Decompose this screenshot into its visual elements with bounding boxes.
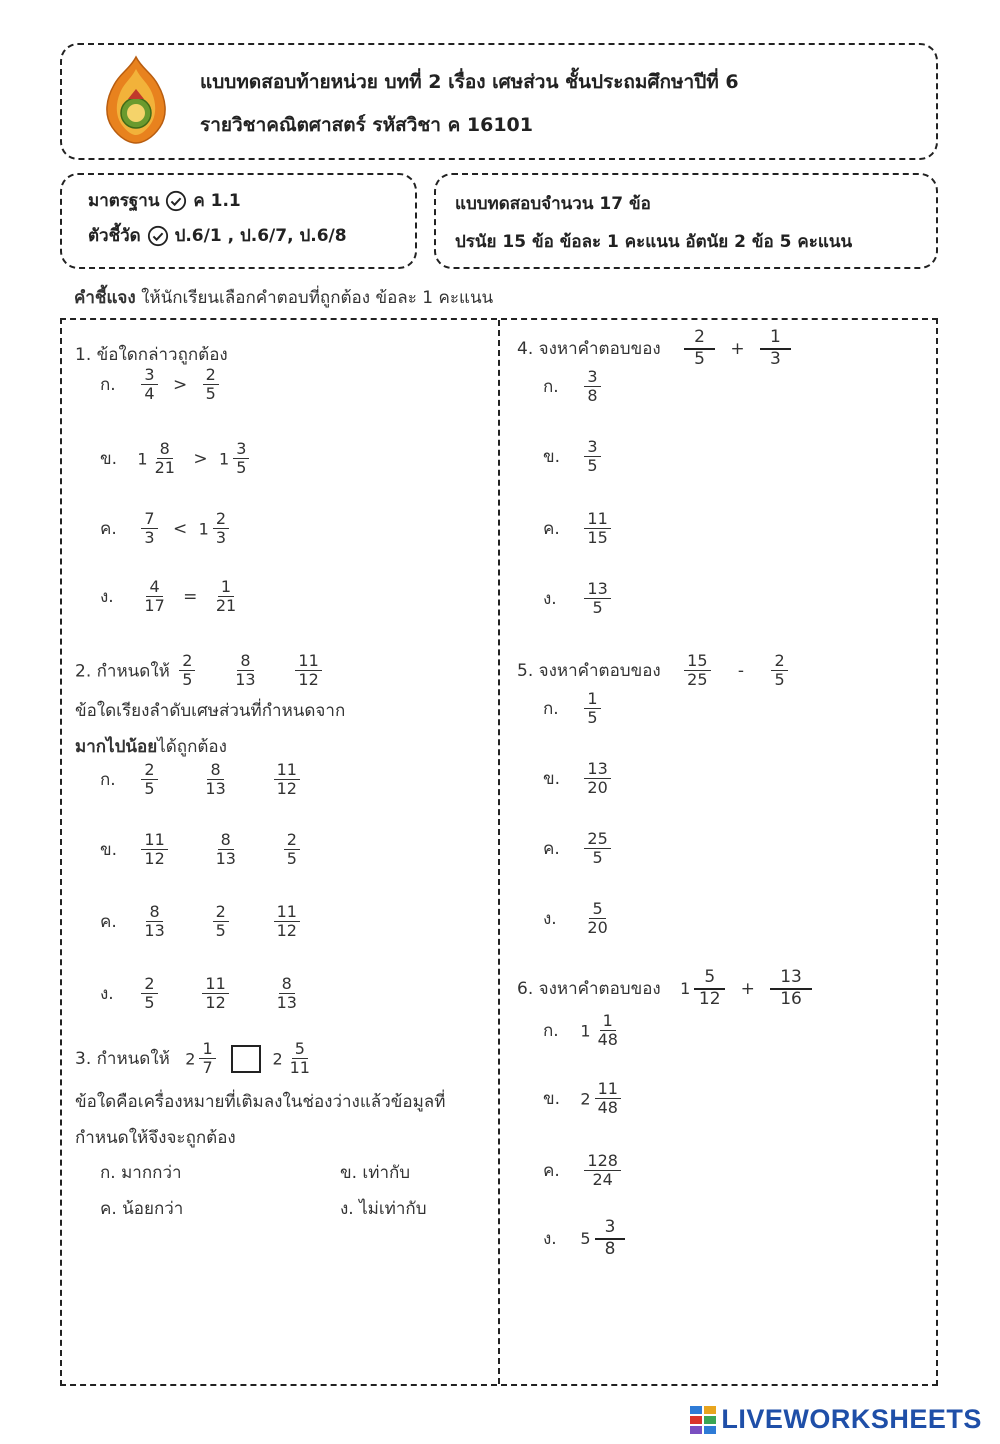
- q5-choice-c[interactable]: ค. $\frac{25}{5}$: [543, 830, 615, 868]
- q4-choice-a[interactable]: ก. $\frac{3}{8}$: [543, 368, 605, 406]
- q2-line3: มากไปน้อยได้ถูกต้อง: [75, 737, 227, 757]
- q6-choice-c[interactable]: ค. $\frac{128}{24}$: [543, 1152, 625, 1190]
- q3-choice-a[interactable]: ก. มากกว่า: [100, 1163, 182, 1183]
- liveworksheets-logo[interactable]: [690, 1404, 982, 1435]
- q1-choice-b[interactable]: ข. 1 $\frac{8}{21}$ > 1 $\frac{3}{5}$: [100, 440, 253, 478]
- q2-choice-c[interactable]: ค. $\frac{8}{13}$ $\frac{2}{5}$ $\frac{11}{12}$: [100, 903, 304, 941]
- indicator-value: ป.6/1 , ป.6/7, ป.6/8: [174, 226, 347, 246]
- test-scoring: ปรนัย 15 ข้อ ข้อละ 1 คะแนน อัตนัย 2 ข้อ 5 คะแนน: [455, 232, 853, 252]
- q3-line3: กำหนดให้จึงจะถูกต้อง: [75, 1128, 236, 1148]
- q3-choice-d[interactable]: ง. ไม่เท่ากับ: [340, 1199, 427, 1219]
- q3-choice-c[interactable]: ค. น้อยกว่า: [100, 1199, 184, 1219]
- q5-choice-a[interactable]: ก. $\frac{1}{5}$: [543, 690, 605, 728]
- q6-choice-a[interactable]: ก. 1 $\frac{1}{48}$: [543, 1011, 618, 1050]
- q3-line2: ข้อใดคือเครื่องหมายที่เติมลงในช่องว่างแล้วข้อมูลที่: [75, 1092, 446, 1112]
- q3-stem: 3. กำหนดให้ 2 $\frac{1}{7}$ 2 $\frac{5}{11}$: [75, 1039, 310, 1078]
- q4-choice-c[interactable]: ค. $\frac{11}{15}$: [543, 510, 615, 548]
- answer-blank-box[interactable]: [231, 1045, 261, 1073]
- indicator-label: ตัวชี้วัด: [88, 226, 141, 246]
- q4-stem: 4. จงหาคำตอบของ $\frac{2}{5}$ + $\frac{1}{3}$: [517, 328, 795, 369]
- instructions-text: ให้นักเรียนเลือกคำตอบที่ถูกต้อง ข้อละ 1 คะแนน: [141, 288, 494, 308]
- check-circle-icon: [147, 225, 169, 247]
- indicator-line: [88, 222, 347, 249]
- brand-name: LIVEWORKSHEETS: [721, 1404, 982, 1434]
- q5-choice-d[interactable]: ง. $\frac{5}{20}$: [543, 899, 608, 938]
- q5-stem: 5. จงหาคำตอบของ $\frac{15}{25}$ - $\frac{2}{5}$: [517, 652, 792, 690]
- header-box: [60, 43, 938, 160]
- header-title: แบบทดสอบท้ายหน่วย บทที่ 2 เรื่อง เศษส่วน ชั้นประถมศึกษาปีที่ 6: [200, 71, 739, 93]
- q5-choice-b[interactable]: ข. $\frac{13}{20}$: [543, 760, 615, 798]
- school-emblem-logo: [100, 55, 172, 145]
- column-divider: [498, 320, 500, 1384]
- q1-choice-a[interactable]: ก. $\frac{3}{4}$ > $\frac{2}{5}$: [100, 366, 223, 404]
- q2-choice-b[interactable]: ข. $\frac{11}{12}$ $\frac{8}{13}$ $\frac{2}{5}$: [100, 831, 304, 869]
- instructions: [74, 284, 493, 311]
- q4-choice-d[interactable]: ง. $\frac{13}{5}$: [543, 580, 615, 618]
- q6-choice-b[interactable]: ข. 2 $\frac{11}{48}$: [543, 1080, 625, 1118]
- q4-choice-b[interactable]: ข. $\frac{3}{5}$: [543, 438, 605, 476]
- q2-choice-a[interactable]: ก. $\frac{2}{5}$ $\frac{8}{13}$ $\frac{11}{12}$: [100, 761, 304, 799]
- q1-text: 1. ข้อใดกล่าวถูกต้อง: [75, 345, 228, 365]
- standard-label: มาตรฐาน: [88, 191, 160, 211]
- header-subtitle: รายวิชาคณิตศาสตร์ รหัสวิชา ค 16101: [200, 114, 534, 136]
- standard-value: ค 1.1: [193, 191, 241, 211]
- test-count: แบบทดสอบจำนวน 17 ข้อ: [455, 194, 651, 214]
- q2-stem: 2. กำหนดให้ $\frac{2}{5}$ $\frac{8}{13}$ $\frac{11}{12}$: [75, 652, 326, 690]
- instructions-label: คำชี้แจง: [74, 288, 136, 308]
- q1-choice-c[interactable]: ค. $\frac{7}{3}$ < 1 $\frac{2}{3}$: [100, 510, 233, 548]
- q6-choice-d[interactable]: ง. 5 $\frac{3}{8}$: [543, 1218, 629, 1259]
- q2-choice-d[interactable]: ง. $\frac{2}{5}$ $\frac{11}{12}$ $\frac{8}{13}$: [100, 974, 297, 1013]
- q6-stem: 6. จงหาคำตอบของ 1 $\frac{5}{12}$ + $\frac{13}{16}$: [517, 968, 816, 1009]
- q1-choice-d[interactable]: ง. $\frac{4}{17}$ = $\frac{1}{21}$: [100, 577, 237, 616]
- check-circle-icon: [165, 190, 187, 212]
- liveworksheets-icon: [690, 1406, 716, 1434]
- standard-line: [88, 187, 241, 214]
- q2-line2: ข้อใดเรียงลำดับเศษส่วนที่กำหนดจาก: [75, 701, 346, 721]
- q3-choice-b[interactable]: ข. เท่ากับ: [340, 1163, 411, 1183]
